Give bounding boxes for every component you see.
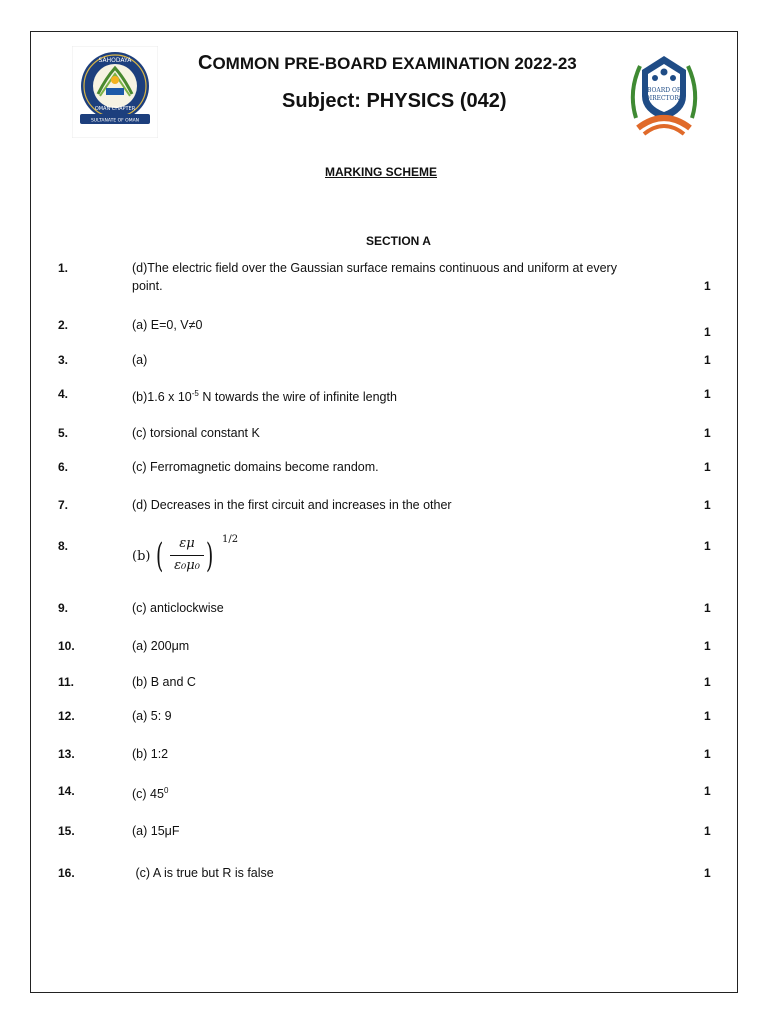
question-number: 4. [58,387,69,401]
answer-text: (a) 15μF [132,824,180,838]
answer-text: (d)The electric field over the Gaussian surface remains continuous and uniform at every point. [132,261,617,293]
answer-text: (b) B and C [132,675,196,689]
left-logo-ribbon-text: SULTANATE OF OMAN [90,118,140,124]
section-heading: SECTION A [366,234,431,248]
answer-text: (d) Decreases in the first circuit and increases in the other [132,498,452,512]
formula-denominator: ε₀μ₀ [174,558,200,573]
answer-text: (a) 200μm [132,639,190,653]
marks: 1 [704,539,711,553]
marks: 1 [704,824,711,838]
formula-label: (b) [132,549,151,564]
question-number: 14. [58,784,75,798]
marks: 1 [704,279,711,293]
left-logo-top-text: SAHODAYA [98,57,132,64]
left-logo-bottom-text: OMAN CHAPTER [94,106,136,112]
exam-title [198,52,577,75]
sahodaya-logo [72,46,158,138]
marks: 1 [704,460,711,474]
answer-text: (a) 5: 9 [132,709,172,723]
formula-exponent: 1/2 [222,534,239,545]
answer-text-part: (b)1.6 x 10 [132,390,192,405]
exam-title-initial: C [198,52,213,74]
question-number: 13. [58,747,75,761]
question-number: 8. [58,539,69,553]
answer-text: (c) Ferromagnetic domains become random. [132,460,379,474]
question-number: 2. [58,318,69,332]
question-number: 10. [58,639,75,653]
marks: 1 [704,601,711,615]
question-number: 16. [58,866,75,880]
answer-exponent: -5 [191,389,199,398]
marks: 1 [704,325,711,339]
marks: 1 [704,498,711,512]
answer-text: (a) E=0, V≠0 [132,318,203,332]
board-of-directors-logo [622,48,706,138]
question-number: 1. [58,261,69,275]
subject-title: Subject: PHYSICS (042) [282,90,507,112]
marks: 1 [704,353,711,367]
answer-text [132,385,642,406]
answer-text: (b) 1:2 [132,747,169,761]
answer-text: (c) anticlockwise [132,601,224,615]
degree-exponent: 0 [163,786,169,795]
answer-text: (c) A is true but R is false [132,866,274,880]
question-number: 5. [58,426,69,440]
marks: 1 [704,639,711,653]
question-number: 7. [58,498,69,512]
fraction-bar [170,555,204,556]
marks: 1 [704,747,711,761]
left-paren: ( [156,536,164,576]
question-number: 3. [58,353,69,367]
question-number: 15. [58,824,75,838]
answer-text [132,782,642,803]
question-number: 11. [58,675,75,689]
right-paren: ) [206,536,214,576]
answer-text: (c) torsional constant K [132,426,260,440]
right-logo-text-1: BOARD OF [646,87,682,94]
marks: 1 [704,426,711,440]
formula-numerator: εμ [179,536,195,551]
marks: 1 [704,387,711,401]
right-logo-text-2: DIRECTORS [644,95,684,102]
answer-text-part: (c) 45 [132,787,164,802]
marks: 1 [704,866,711,880]
question-number: 9. [58,601,69,615]
answer-text: (a) [132,353,148,367]
question-number: 12. [58,709,75,723]
marks: 1 [704,784,711,798]
exam-title-rest: OMMON PRE-BOARD EXAMINATION 2022-23 [212,54,577,73]
answer-text-part: N towards the wire of infinite length [198,390,397,405]
marks: 1 [704,675,711,689]
question-number: 6. [58,460,69,474]
marking-scheme-heading: MARKING SCHEME [325,165,438,179]
marks: 1 [704,709,711,723]
